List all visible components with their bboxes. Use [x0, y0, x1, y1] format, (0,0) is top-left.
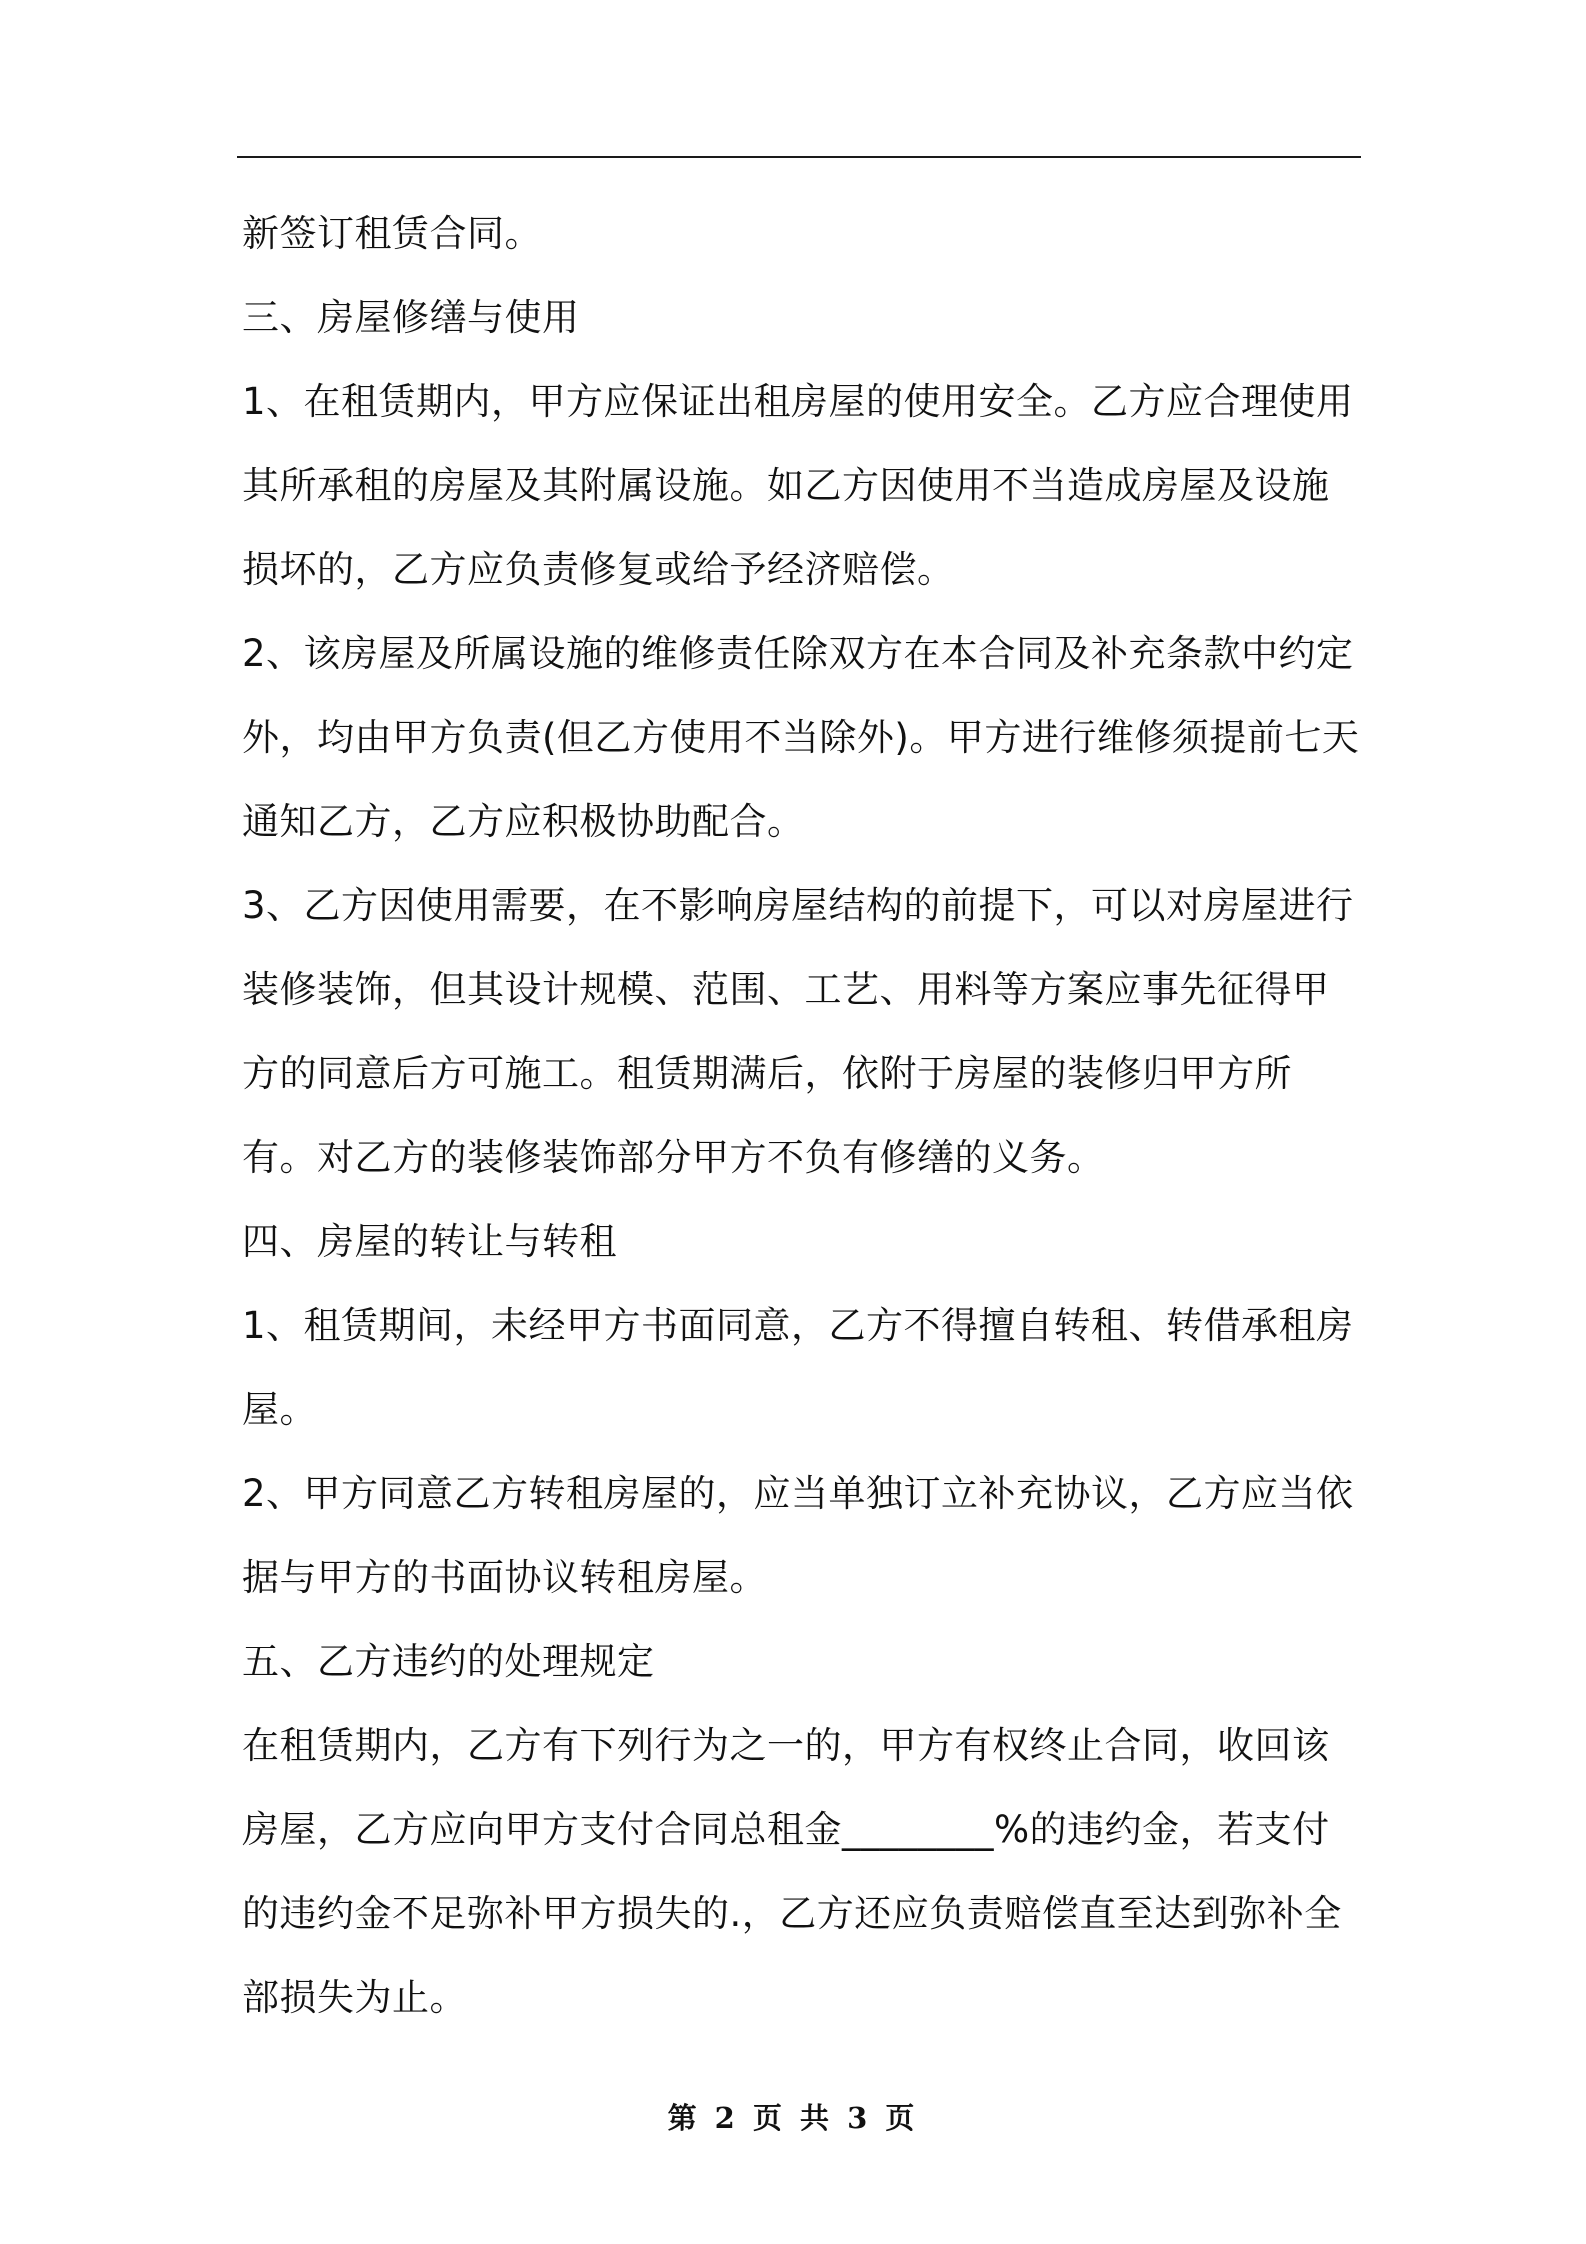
paragraph: 新签订租赁合同。 — [242, 212, 542, 255]
paragraph: 2、甲方同意乙方转租房屋的，应当单独订立补充协议，乙方应当依据与甲方的书面协议转租房屋。 — [242, 1472, 1354, 1599]
paragraph: 1、在租赁期内，甲方应保证出租房屋的使用安全。乙方应合理使用其所承租的房屋及其附属设施。如乙方因使用不当造成房屋及设施损坏的，乙方应负责修复或给予经济赔偿。 — [242, 380, 1354, 591]
paragraph: 2、该房屋及所属设施的维修责任除双方在本合同及补充条款中约定外，均由甲方负责(但乙方使用不当除外)。甲方进行维修须提前七天通知乙方，乙方应积极协助配合。 — [242, 632, 1360, 843]
page-number-footer: 第 2 页 共 3 页 — [667, 2101, 919, 2135]
document-body — [242, 192, 1360, 2040]
header-rule — [237, 156, 1361, 158]
paragraph: 在租赁期内，乙方有下列行为之一的，甲方有权终止合同，收回该房屋，乙方应向甲方支付合同总租金________%的违约金，若支付的违约金不足弥补甲方损失的.，乙方还应负责赔偿直至达到弥补全部损失为止。 — [242, 1724, 1342, 2019]
paragraph: 1、租赁期间，未经甲方书面同意，乙方不得擅自转租、转借承租房屋。 — [242, 1304, 1354, 1431]
section-heading: 四、房屋的转让与转租 — [242, 1220, 617, 1263]
section-heading: 五、乙方违约的处理规定 — [242, 1640, 655, 1683]
paragraph: 3、乙方因使用需要，在不影响房屋结构的前提下，可以对房屋进行装修装饰，但其设计规模、范围、工艺、用料等方案应事先征得甲方的同意后方可施工。租赁期满后，依附于房屋的装修归甲方所有。对乙方的装修装饰部分甲方不负有修缮的义务。 — [242, 884, 1354, 1179]
section-heading: 三、房屋修缮与使用 — [242, 296, 580, 339]
